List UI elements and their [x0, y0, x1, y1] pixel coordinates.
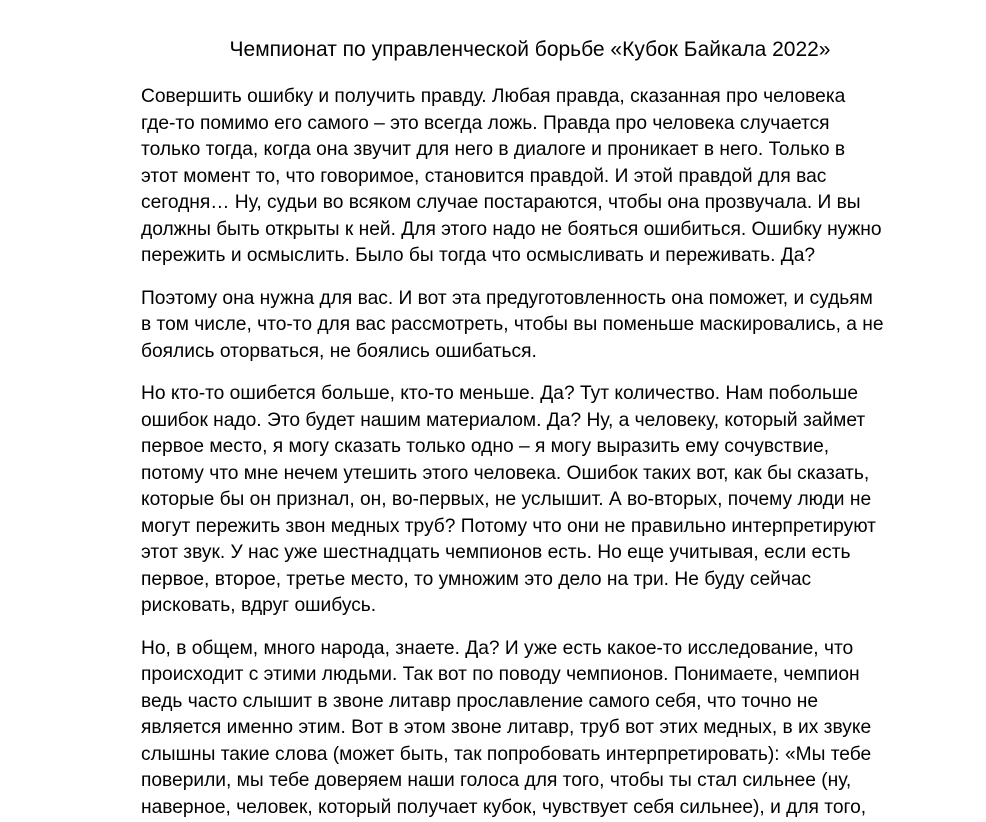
text-line: ведь часто слышит в звоне литавр прославление самого себя, что точно не: [141, 690, 819, 712]
text-line: пережить и осмыслить. Было бы тогда что осмысливать и переживать. Да?: [141, 245, 816, 266]
text-line: сегодня… Ну, судьи во всяком случае постараются, чтобы она прозвучала. И вы: [141, 192, 861, 213]
text-line: этот звук. У нас уже шестнадцать чемпионов есть. Но еще учитывая, если есть: [141, 542, 851, 563]
text-line: боялись оторваться, не боялись ошибаться.: [141, 340, 537, 362]
text-line: должны быть открыты к ней. Для этого надо не бояться ошибиться. Ошибку нужно: [141, 218, 882, 240]
document-title: Чемпионат по управленческой борьбе «Кубок Байкала 2022»: [229, 38, 831, 61]
paragraph-3: [141, 381, 921, 620]
document-body: [141, 84, 921, 822]
text-line: происходит с этими людьми. Так вот по поводу чемпионов. Понимаете, чемпион: [141, 664, 860, 685]
text-line: которые бы он признал, он, во-первых, не услышит. А во-вторых, почему люди не: [141, 489, 872, 510]
text-line: ошибок надо. Это будет нашим материалом. Да? Ну, а человеку, который займет: [141, 409, 866, 431]
text-line: поверили, мы тебе доверяем наши голоса для того, чтобы ты стал сильнее (ну,: [141, 770, 852, 791]
text-line: Совершить ошибку и получить правду. Любая правда, сказанная про человека: [141, 86, 846, 107]
text-line: в том числе, что-то для вас рассмотреть, чтобы вы поменьше маскировались, а не: [141, 314, 884, 335]
text-line: является именно этим. Вот в этом звоне литавр, труб вот этих медных, в их звуке: [141, 717, 872, 738]
text-line: этот момент то, что говоримое, становится правдой. И этой правдой для вас: [141, 165, 827, 187]
text-line: первое, второе, третье место, то умножим это дело на три. Не буду сейчас: [141, 568, 812, 590]
text-line: Но, в общем, много народа, знаете. Да? И уже есть какое-то исследование, что: [141, 637, 854, 659]
paragraph-4: [141, 636, 921, 822]
paragraph-2: [141, 286, 921, 366]
text-line: где-то помимо его самого – это всегда ложь. Правда про человека случается: [141, 112, 830, 134]
text-line: наверное, человек, который получает кубок, чувствует себя сильнее), и для того,: [141, 796, 867, 818]
text-line: слышны такие слова (может быть, так попробовать интерпретировать): «Мы тебе: [141, 743, 872, 765]
paragraph-1: [141, 84, 921, 270]
text-line: рисковать, вдруг ошибусь.: [141, 595, 377, 616]
text-line: могут пережить звон медных труб? Потому что они не правильно интерпретируют: [141, 515, 876, 537]
text-line: первое место, я могу сказать только одно – я могу выразить ему сочувствие,: [141, 436, 830, 457]
text-line: Поэтому она нужна для вас. И вот эта предуготовленность она поможет, и судьям: [141, 287, 873, 309]
text-line: Но кто-то ошибется больше, кто-то меньше. Да? Тут количество. Нам побольше: [141, 383, 859, 404]
text-line: только тогда, когда она звучит для него в диалоге и проникает в него. Только в: [141, 139, 846, 160]
text-line: потому что мне нечем утешить этого человека. Ошибок таких вот, как бы сказать,: [141, 462, 870, 484]
